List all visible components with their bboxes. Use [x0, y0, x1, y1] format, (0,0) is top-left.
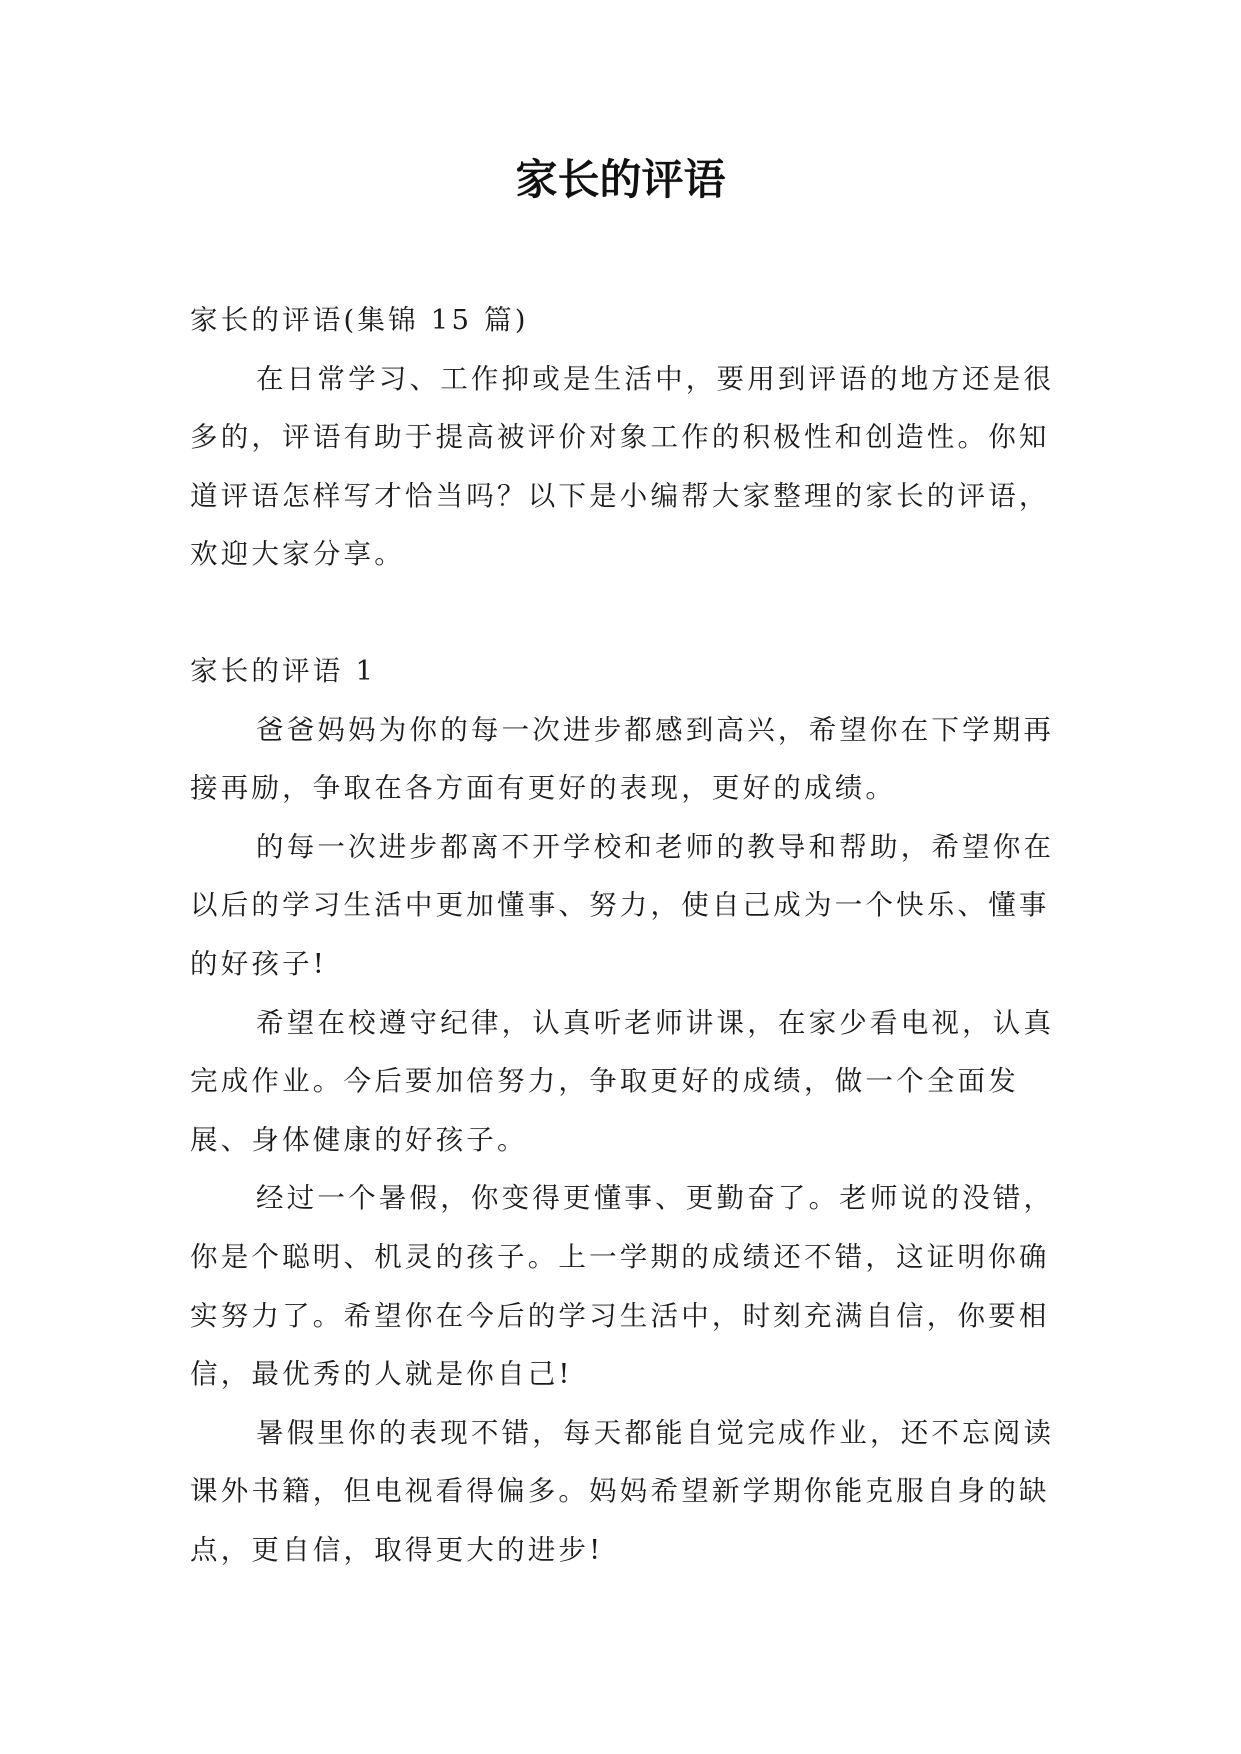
comment-paragraph: 爸爸妈妈为你的每一次进步都感到高兴，希望你在下学期再接再励，争取在各方面有更好的表现，更好的成绩。 [190, 713, 1055, 805]
document-title: 家长的评语 [515, 155, 726, 204]
comment-paragraph: 希望在校遵守纪律，认真听老师讲课，在家少看电视，认真完成作业。今后要加倍努力，争取更好的成绩，做一个全面发展、身体健康的好孩子。 [190, 1006, 1055, 1156]
section-heading: 家长的评语 1 [190, 654, 377, 687]
document-body [190, 291, 1060, 1579]
section-spacer [190, 584, 1060, 642]
document-subtitle: 家长的评语(集锦 15 篇) [190, 304, 529, 336]
comment-paragraph: 暑假里你的表现不错，每天都能自觉完成作业，还不忘阅读课外书籍，但电视看得偏多。妈妈希望新学期你能克服自身的缺点，更自信，取得更大的进步! [190, 1416, 1055, 1566]
comment-paragraph: 经过一个暑假，你变得更懂事、更勤奋了。老师说的没错，你是个聪明、机灵的孩子。上一学期的成绩还不错，这证明你确实努力了。希望你在今后的学习生活中，时刻充满自信，你要相信，最优秀的人就是你自己! [190, 1182, 1055, 1391]
intro-paragraph: 在日常学习、工作抑或是生活中，要用到评语的地方还是很多的，评语有助于提高被评价对象工作的积极性和创造性。你知道评语怎样写才恰当吗？以下是小编帮大家整理的家长的评语，欢迎大家分享。 [190, 362, 1055, 571]
comment-paragraph: 的每一次进步都离不开学校和老师的教导和帮助，希望你在以后的学习生活中更加懂事、努力，使自己成为一个快乐、懂事的好孩子! [190, 830, 1055, 980]
